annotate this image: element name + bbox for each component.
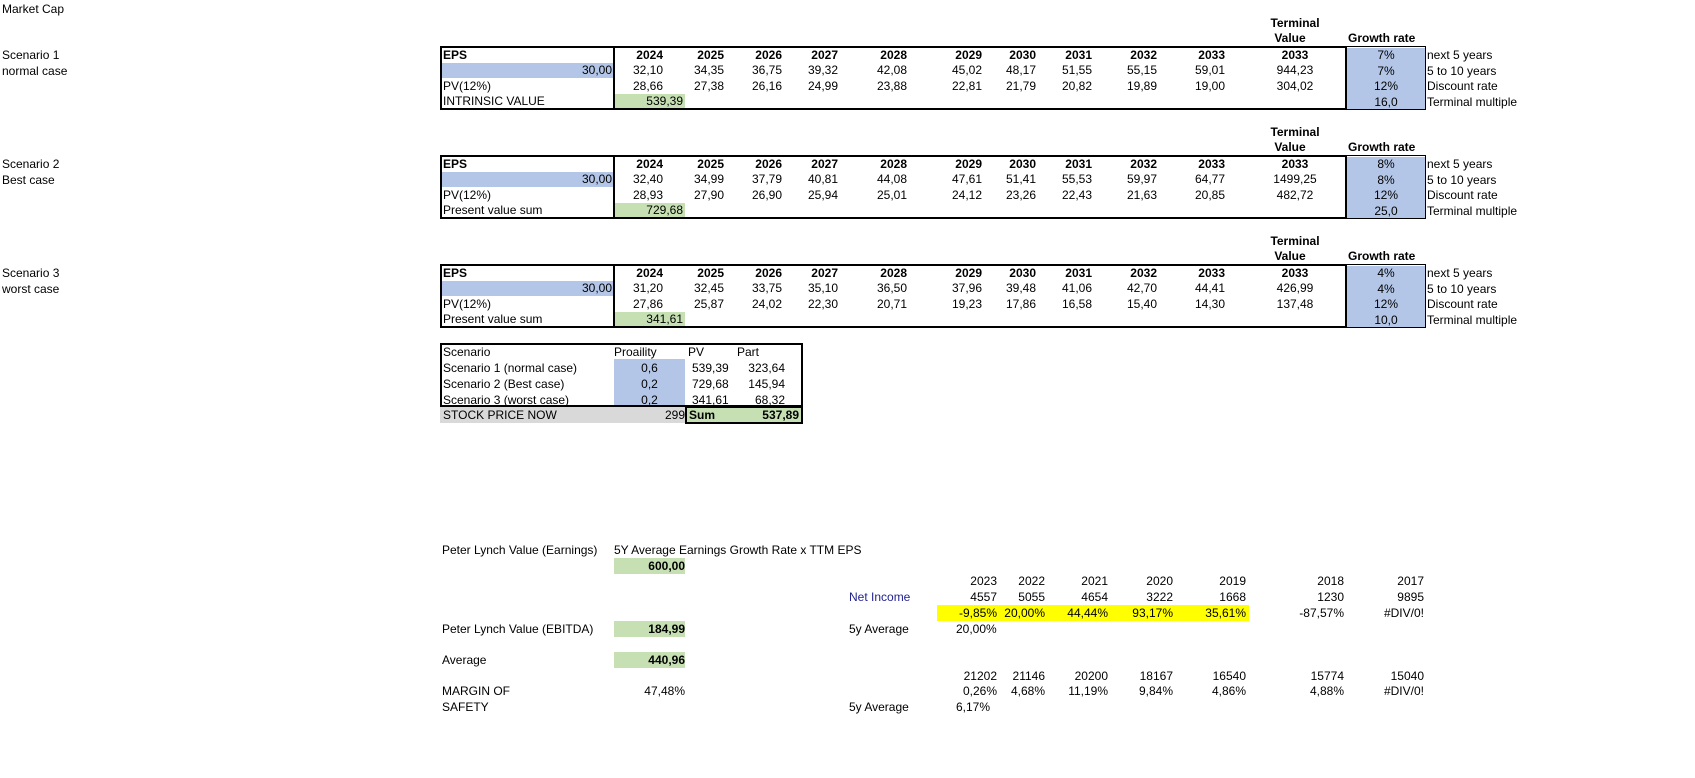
pv-value: 26,90: [751, 188, 782, 202]
year-header: 2027: [811, 266, 838, 280]
param-label: next 5 years: [1427, 266, 1493, 280]
history-year: 2023: [970, 574, 997, 588]
year-header: 2024: [636, 266, 663, 280]
summary-probability[interactable]: 0,2: [641, 393, 658, 407]
eps-value: 42,70: [1126, 281, 1157, 295]
year-header: 2031: [1065, 266, 1092, 280]
summary-header-probability: Proaility: [614, 345, 657, 359]
total-value: 729,68: [646, 203, 683, 217]
lynch-earnings-label: Peter Lynch Value (Earnings): [442, 543, 598, 557]
net-income-value: 3222: [1146, 590, 1173, 604]
summary-pv: 341,61: [692, 393, 729, 407]
pv-value: 304,02: [1276, 79, 1314, 93]
year-header: 2024: [636, 157, 663, 171]
eps-value: 35,10: [807, 281, 838, 295]
ebitda-value: 15040: [1390, 669, 1424, 683]
margin-of-safety-value: 47,48%: [644, 684, 685, 698]
param-label: 5 to 10 years: [1427, 281, 1497, 296]
history-year: 2018: [1317, 574, 1344, 588]
row-label-total: Present value sum: [443, 312, 543, 326]
param-label: Discount rate: [1427, 188, 1498, 202]
pv-value: 24,12: [951, 188, 982, 202]
history-year: 2019: [1219, 574, 1246, 588]
eps-value: 39,32: [807, 63, 838, 77]
year-header: 2026: [755, 48, 782, 62]
pv-value: 27,86: [632, 297, 663, 311]
net-income-label: Net Income: [849, 590, 911, 604]
param-value[interactable]: 12%: [1373, 79, 1399, 93]
param-value[interactable]: 4%: [1377, 281, 1395, 296]
scenario-case: Best case: [2, 173, 55, 187]
summary-pv: 729,68: [692, 377, 729, 391]
ebitda-growth-value: #DIV/0!: [1383, 684, 1424, 698]
ni-growth-value: -87,57%: [1299, 606, 1344, 620]
year-header: 2033: [1281, 157, 1309, 171]
param-label: 5 to 10 years: [1427, 172, 1497, 187]
year-header: 2028: [880, 48, 907, 62]
param-value[interactable]: 12%: [1373, 297, 1399, 311]
year-header: 2026: [755, 266, 782, 280]
lynch-ebitda-label: Peter Lynch Value (EBITDA): [442, 622, 594, 636]
eps-value: 39,48: [1005, 281, 1036, 295]
pv-value: 137,48: [1276, 297, 1314, 311]
eps-value: 36,50: [876, 281, 907, 295]
pv-value: 21,63: [1126, 188, 1157, 202]
ebitda-value: 21146: [1012, 669, 1045, 683]
eps-value: 44,41: [1194, 281, 1225, 295]
row-label-pv: PV(12%): [443, 79, 492, 93]
eps-value: 44,08: [876, 172, 907, 186]
ebitda-value: 18167: [1139, 669, 1173, 683]
market-cap-label: Market Cap: [2, 2, 65, 16]
pv-value: 28,93: [632, 188, 663, 202]
year-header: 2031: [1065, 157, 1092, 171]
net-income-value: 5055: [1018, 590, 1045, 604]
stock-price-value[interactable]: 299: [664, 408, 685, 422]
pv-value: 482,72: [1276, 188, 1314, 202]
pv-value: 23,88: [876, 79, 907, 93]
summary-header-part: Part: [737, 345, 760, 359]
year-header: 2029: [955, 266, 982, 280]
eps-value: 55,53: [1061, 172, 1092, 186]
terminal-header: Terminal: [1270, 125, 1320, 139]
terminal-header: Value: [1274, 140, 1306, 154]
eps-value: 48,17: [1005, 63, 1036, 77]
ni-growth-value: -9,85%: [958, 606, 997, 620]
param-value[interactable]: 25,0: [1374, 203, 1398, 218]
row-label-total: Present value sum: [443, 203, 543, 217]
summary-header-pv: PV: [688, 345, 705, 359]
pv-value: 22,43: [1061, 188, 1092, 202]
net-income-value: 9895: [1397, 590, 1424, 604]
year-header: 2033: [1198, 266, 1225, 280]
terminal-header: Terminal: [1270, 234, 1320, 248]
total-value: 341,61: [646, 312, 683, 326]
ebitda-growth-value: 11,19%: [1068, 684, 1108, 698]
param-value[interactable]: 7%: [1377, 63, 1395, 78]
year-header: 2030: [1009, 48, 1036, 62]
param-value[interactable]: 10,0: [1374, 312, 1398, 327]
history-year: 2020: [1146, 574, 1173, 588]
param-label: Terminal multiple: [1427, 203, 1518, 218]
eps-value: 47,61: [951, 172, 982, 186]
row-label-pv: PV(12%): [443, 297, 492, 311]
eps-value: 33,75: [751, 281, 782, 295]
pv-value: 19,00: [1194, 79, 1225, 93]
eps-value: 40,81: [807, 172, 838, 186]
row-label-eps: EPS: [443, 48, 468, 62]
net-income-value: 1668: [1219, 590, 1246, 604]
eps-value: 32,45: [693, 281, 724, 295]
summary-scenario: Scenario 3 (worst case): [443, 393, 570, 407]
total-value: 539,39: [646, 94, 683, 108]
eps-value: 55,15: [1126, 63, 1157, 77]
eps-value: 64,77: [1194, 172, 1225, 186]
eps-value: 32,10: [632, 63, 663, 77]
year-header: 2027: [811, 157, 838, 171]
eps-value: 59,01: [1194, 63, 1225, 77]
ebitda-value: 15774: [1310, 669, 1344, 683]
pv-value: 19,23: [951, 297, 982, 311]
year-header: 2025: [697, 157, 724, 171]
summary-header-scenario: Scenario: [443, 345, 491, 359]
ni-growth-value: 44,44%: [1067, 606, 1108, 620]
param-label: next 5 years: [1427, 157, 1493, 171]
ebitda-growth-value: 4,68%: [1010, 684, 1045, 698]
year-header: 2032: [1130, 48, 1157, 62]
ebitda-value: 16540: [1212, 669, 1246, 683]
eps-value: 34,35: [693, 63, 724, 77]
eps-value: 426,99: [1276, 281, 1314, 295]
year-header: 2026: [755, 157, 782, 171]
ebitda-value: 20200: [1074, 669, 1108, 683]
eps-value: 37,96: [951, 281, 982, 295]
net-income-value: 4557: [970, 590, 997, 604]
eps-value: 51,41: [1005, 172, 1036, 186]
year-header: 2030: [1009, 266, 1036, 280]
pv-value: 27,90: [693, 188, 724, 202]
sum-value: 537,89: [762, 408, 799, 422]
pv-value: 20,82: [1061, 79, 1092, 93]
pv-value: 14,30: [1194, 297, 1225, 311]
eps-value: 42,08: [876, 63, 907, 77]
lynch-formula: 5Y Average Earnings Growth Rate x TTM EPS: [614, 543, 862, 557]
avg-value-1: 20,00%: [956, 622, 997, 636]
year-header: 2033: [1281, 266, 1309, 280]
ni-growth-value: 93,17%: [1132, 606, 1173, 620]
year-header: 2027: [811, 48, 838, 62]
scenario-name: Scenario 2: [2, 157, 60, 171]
terminal-header: Value: [1274, 31, 1306, 45]
year-header: 2031: [1065, 48, 1092, 62]
summary-probability[interactable]: 0,6: [641, 361, 658, 375]
row-label-eps: EPS: [443, 266, 468, 280]
terminal-header: Terminal: [1270, 16, 1320, 30]
pv-value: 20,85: [1194, 188, 1225, 202]
row-label-total: INTRINSIC VALUE: [443, 94, 545, 108]
pv-value: 23,26: [1005, 188, 1036, 202]
base-eps-value[interactable]: 30,00: [581, 172, 612, 186]
scenario-name: Scenario 3: [2, 266, 60, 280]
avg-label-2: 5y Average: [849, 700, 909, 714]
pv-value: 25,01: [876, 188, 907, 202]
margin-of-safety-label-2: SAFETY: [442, 700, 489, 714]
year-header: 2033: [1198, 157, 1225, 171]
year-header: 2025: [697, 266, 724, 280]
net-income-value: 4654: [1081, 590, 1108, 604]
param-value[interactable]: 8%: [1377, 172, 1395, 187]
summary-scenario: Scenario 1 (normal case): [443, 361, 578, 375]
pv-value: 24,02: [751, 297, 782, 311]
scenario-case: normal case: [2, 64, 68, 78]
year-header: 2024: [636, 48, 663, 62]
avg-label-1: 5y Average: [849, 622, 909, 636]
ebitda-growth-value: 0,26%: [962, 684, 997, 698]
year-header: 2032: [1130, 157, 1157, 171]
eps-value: 32,40: [632, 172, 663, 186]
scenario-case: worst case: [2, 282, 60, 296]
param-label: 5 to 10 years: [1427, 63, 1497, 78]
lynch-earnings-value: 600,00: [648, 559, 685, 573]
pv-value: 17,86: [1005, 297, 1036, 311]
year-header: 2029: [955, 157, 982, 171]
summary-scenario: Scenario 2 (Best case): [443, 377, 565, 391]
stock-price-label: STOCK PRICE NOW: [443, 408, 557, 422]
year-header: 2030: [1009, 157, 1036, 171]
eps-value: 45,02: [951, 63, 982, 77]
sum-label: Sum: [689, 408, 716, 422]
scenario-name: Scenario 1: [2, 48, 60, 62]
pv-value: 20,71: [876, 297, 907, 311]
ni-growth-value: 20,00%: [1004, 606, 1045, 620]
pv-value: 22,30: [807, 297, 838, 311]
growth-rate-header: Growth rate: [1348, 31, 1416, 45]
net-income-value: 1230: [1317, 590, 1344, 604]
ni-growth-value: #DIV/0!: [1383, 606, 1424, 620]
param-label: Discount rate: [1427, 297, 1498, 311]
eps-value: 1499,25: [1273, 172, 1317, 186]
pv-value: 16,58: [1061, 297, 1092, 311]
eps-value: 59,97: [1126, 172, 1157, 186]
summary-pv: 539,39: [692, 361, 729, 375]
param-label: next 5 years: [1427, 48, 1493, 62]
margin-of-safety-label-1: MARGIN OF: [442, 684, 510, 698]
param-label: Discount rate: [1427, 79, 1498, 93]
ni-growth-value: 35,61%: [1205, 606, 1246, 620]
pv-value: 15,40: [1126, 297, 1157, 311]
year-header: 2028: [880, 266, 907, 280]
pv-value: 19,89: [1126, 79, 1157, 93]
terminal-header: Value: [1274, 249, 1306, 263]
eps-value: 51,55: [1061, 63, 1092, 77]
history-year: 2022: [1018, 574, 1045, 588]
ebitda-growth-value: 4,86%: [1211, 684, 1246, 698]
pv-value: 28,66: [632, 79, 663, 93]
avg-value-2: 6,17%: [956, 700, 991, 714]
pv-value: 25,87: [693, 297, 724, 311]
year-header: 2029: [955, 48, 982, 62]
lynch-ebitda-value: 184,99: [648, 622, 685, 636]
pv-value: 25,94: [807, 188, 838, 202]
eps-value: 34,99: [693, 172, 724, 186]
summary-probability[interactable]: 0,2: [641, 377, 658, 391]
average-value: 440,96: [648, 653, 685, 667]
pv-value: 22,81: [951, 79, 982, 93]
eps-value: 36,75: [751, 63, 782, 77]
growth-rate-header: Growth rate: [1348, 140, 1416, 154]
year-header: 2033: [1198, 48, 1225, 62]
history-year: 2021: [1081, 574, 1108, 588]
eps-value: 37,79: [751, 172, 782, 186]
param-value[interactable]: 8%: [1377, 157, 1395, 171]
year-header: 2032: [1130, 266, 1157, 280]
param-value[interactable]: 12%: [1373, 188, 1399, 202]
param-value[interactable]: 7%: [1377, 48, 1395, 62]
pv-value: 21,79: [1005, 79, 1036, 93]
pv-value: 24,99: [807, 79, 838, 93]
eps-value: 31,20: [632, 281, 663, 295]
base-eps-value[interactable]: 30,00: [581, 63, 612, 77]
average-label: Average: [442, 653, 487, 667]
growth-rate-header: Growth rate: [1348, 249, 1416, 263]
param-label: Terminal multiple: [1427, 312, 1518, 327]
year-header: 2025: [697, 48, 724, 62]
param-value[interactable]: 16,0: [1374, 94, 1398, 109]
year-header: 2028: [880, 157, 907, 171]
summary-part: 145,94: [748, 377, 785, 391]
ebitda-value: 21202: [963, 669, 997, 683]
ebitda-growth-value: 9,84%: [1138, 684, 1173, 698]
pv-value: 26,16: [751, 79, 782, 93]
row-label-eps: EPS: [443, 157, 468, 171]
pv-value: 27,38: [693, 79, 724, 93]
param-label: Terminal multiple: [1427, 94, 1518, 109]
base-eps-value[interactable]: 30,00: [581, 281, 612, 295]
eps-value: 944,23: [1276, 63, 1314, 77]
ebitda-growth-value: 4,88%: [1309, 684, 1344, 698]
summary-part: 68,32: [754, 393, 785, 407]
year-header: 2033: [1281, 48, 1309, 62]
history-year: 2017: [1397, 574, 1424, 588]
row-label-pv: PV(12%): [443, 188, 492, 202]
eps-value: 41,06: [1061, 281, 1092, 295]
summary-part: 323,64: [748, 361, 785, 375]
param-value[interactable]: 4%: [1377, 266, 1395, 280]
